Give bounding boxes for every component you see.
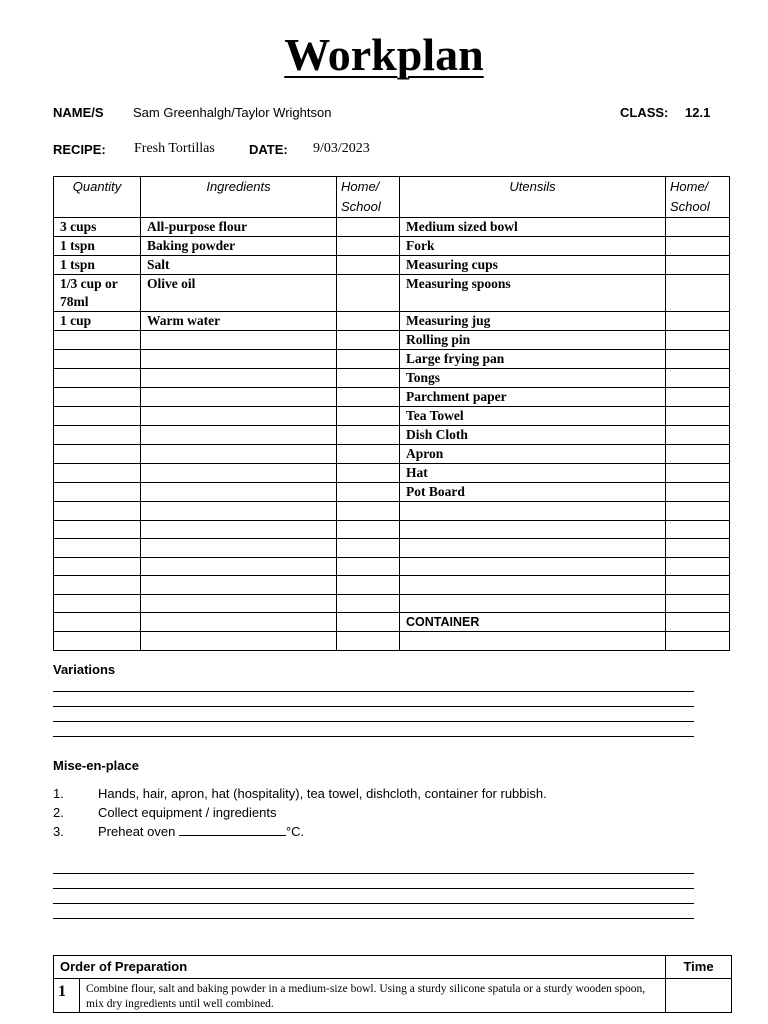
variations-line [53,736,694,737]
step-number: 1 [54,979,80,1013]
class-value: 12.1 [685,105,711,120]
quantity-cell [54,445,141,464]
home-school-cell[interactable] [666,502,730,521]
quantity-cell [54,613,141,632]
variations-line [53,706,694,707]
ingredient-cell [141,557,337,576]
home-school-cell[interactable] [666,388,730,407]
home-school-cell[interactable] [666,312,730,331]
home-school-cell[interactable] [337,312,400,331]
home-school-cell[interactable] [337,520,400,539]
quantity-cell: 1 tspn [54,237,141,256]
ingredient-cell [141,464,337,483]
home-school-cell[interactable] [666,520,730,539]
utensil-cell: Medium sized bowl [400,218,666,237]
ingredient-cell: Baking powder [141,237,337,256]
quantity-cell [54,632,141,651]
home-school-cell[interactable] [337,464,400,483]
utensil-cell: Parchment paper [400,388,666,407]
home-school-cell[interactable] [666,331,730,350]
ingredient-cell [141,613,337,632]
home-school-cell[interactable] [666,350,730,369]
home-school-cell[interactable] [337,594,400,613]
table-row [54,613,730,632]
home-school-cell[interactable] [337,502,400,521]
home-school-cell[interactable] [666,369,730,388]
mise-item: 1. Hands, hair, apron, hat (hospitality), tea towel, dishcloth, container for rubbish. [53,786,547,801]
quantity-cell: 1/3 cup or 78ml [54,275,141,312]
home-school-cell[interactable] [666,407,730,426]
mise-item: 2. Collect equipment / ingredients [53,805,277,820]
table-row [54,331,730,350]
ingredient-cell [141,388,337,407]
name-label: NAME/S [53,105,104,120]
quantity-cell [54,557,141,576]
quantity-cell [54,426,141,445]
home-school-cell[interactable] [337,426,400,445]
table-row [54,520,730,539]
quantity-cell [54,576,141,595]
quantity-cell [54,407,141,426]
table-row [54,594,730,613]
mise-item: 3. Preheat oven °C. [53,824,305,839]
quantity-cell [54,520,141,539]
quantity-cell [54,388,141,407]
utensil-cell: Measuring cups [400,256,666,275]
notes-line [53,903,694,904]
utensil-cell: Dish Cloth [400,426,666,445]
utensil-cell: Fork [400,237,666,256]
home-school-cell[interactable] [337,539,400,558]
home-school-cell[interactable] [337,275,400,312]
class-label: CLASS: [620,105,669,120]
utensil-cell [400,632,666,651]
order-step-row [54,979,732,1013]
table-row [54,407,730,426]
table-header-row [54,177,730,218]
home-school-cell[interactable] [666,218,730,237]
utensil-cell [400,594,666,613]
home-school-cell[interactable] [666,275,730,312]
table-row [54,426,730,445]
quantity-cell [54,594,141,613]
ingredient-cell: Warm water [141,312,337,331]
utensil-cell [400,557,666,576]
notes-line [53,888,694,889]
table-row [54,312,730,331]
home-school-cell[interactable] [337,407,400,426]
home-school-cell[interactable] [337,237,400,256]
date-label: DATE: [249,142,288,157]
utensil-cell: Hat [400,464,666,483]
home-school-cell[interactable] [337,388,400,407]
table-row [54,539,730,558]
table-row [54,369,730,388]
quantity-cell [54,350,141,369]
home-school-cell[interactable] [337,632,400,651]
name-value: Sam Greenhalgh/Taylor Wrightson [133,105,332,120]
order-of-preparation-table [53,955,732,1013]
home-school-cell[interactable] [337,576,400,595]
date-value: 9/03/2023 [313,141,370,156]
table-row [54,483,730,502]
quantity-cell: 1 tspn [54,256,141,275]
home-school-cell[interactable] [337,256,400,275]
utensil-cell: Pot Board [400,483,666,502]
utensil-cell: CONTAINER [400,613,666,632]
utensils-header: Utensils [400,177,666,218]
utensil-cell: Apron [400,445,666,464]
quantity-cell [54,331,141,350]
home-school-cell[interactable] [337,445,400,464]
recipe-label: RECIPE: [53,142,106,157]
oven-temperature-blank[interactable] [179,824,286,836]
quantity-cell: 1 cup [54,312,141,331]
quantity-cell [54,502,141,521]
step-time-cell[interactable] [666,979,732,1013]
ingredient-cell [141,407,337,426]
ingredient-cell: Salt [141,256,337,275]
quantity-cell [54,539,141,558]
table-row [54,464,730,483]
order-header: Order of Preparation [54,956,666,979]
utensil-cell: Large frying pan [400,350,666,369]
table-row [54,275,730,312]
quantity-cell: 3 cups [54,218,141,237]
table-row [54,350,730,369]
home-school-cell[interactable] [666,539,730,558]
utensil-cell [400,576,666,595]
table-row [54,557,730,576]
ingredient-cell [141,594,337,613]
ingredient-cell: Olive oil [141,275,337,312]
quantity-cell [54,464,141,483]
ingredient-cell [141,350,337,369]
table-row [54,445,730,464]
time-header: Time [666,956,732,979]
mise-en-place-label: Mise-en-place [53,758,139,773]
ingredient-cell [141,520,337,539]
quantity-cell [54,483,141,502]
utensil-cell [400,539,666,558]
notes-line [53,873,694,874]
home-school-cell[interactable] [666,426,730,445]
home-school-cell[interactable] [666,237,730,256]
home-school-header-1: Home/ School [337,177,400,218]
step-text: Combine flour, salt and baking powder in a medium-size bowl. Using a sturdy silicone spatula or a sturdy wooden spoon, mix dry ingredients until well combined. [80,979,666,1013]
variations-label: Variations [53,662,116,677]
ingredient-cell [141,632,337,651]
notes-line [53,918,694,919]
utensil-cell: Tea Towel [400,407,666,426]
home-school-cell[interactable] [666,464,730,483]
ingredient-cell [141,502,337,521]
variations-line [53,691,694,692]
home-school-cell[interactable] [666,632,730,651]
home-school-cell[interactable] [337,369,400,388]
ingredient-cell [141,445,337,464]
home-school-cell[interactable] [337,350,400,369]
ingredients-header: Ingredients [141,177,337,218]
home-school-header-2: Home/ School [666,177,730,218]
table-row [54,632,730,651]
table-row [54,218,730,237]
ingredient-cell [141,426,337,445]
home-school-cell[interactable] [337,331,400,350]
home-school-cell[interactable] [666,576,730,595]
home-school-cell[interactable] [666,613,730,632]
quantity-header: Quantity [54,177,141,218]
home-school-cell[interactable] [337,557,400,576]
home-school-cell[interactable] [666,445,730,464]
table-row [54,237,730,256]
recipe-value: Fresh Tortillas [134,141,215,156]
variations-line [53,721,694,722]
utensil-cell: Measuring spoons [400,275,666,312]
ingredient-cell [141,539,337,558]
home-school-cell[interactable] [337,218,400,237]
ingredient-cell: All-purpose flour [141,218,337,237]
utensil-cell: Rolling pin [400,331,666,350]
ingredient-cell [141,331,337,350]
utensil-cell: Measuring jug [400,312,666,331]
home-school-cell[interactable] [337,613,400,632]
home-school-cell[interactable] [337,483,400,502]
utensil-cell [400,520,666,539]
table-row [54,576,730,595]
ingredients-utensils-table [53,176,730,651]
home-school-cell[interactable] [666,557,730,576]
utensil-cell [400,502,666,521]
table-row [54,388,730,407]
utensil-cell: Tongs [400,369,666,388]
home-school-cell[interactable] [666,483,730,502]
table-row [54,502,730,521]
ingredient-cell [141,369,337,388]
home-school-cell[interactable] [666,256,730,275]
table-row [54,256,730,275]
ingredient-cell [141,576,337,595]
home-school-cell[interactable] [666,594,730,613]
quantity-cell [54,369,141,388]
page-title: Workplan [284,29,484,80]
ingredient-cell [141,483,337,502]
